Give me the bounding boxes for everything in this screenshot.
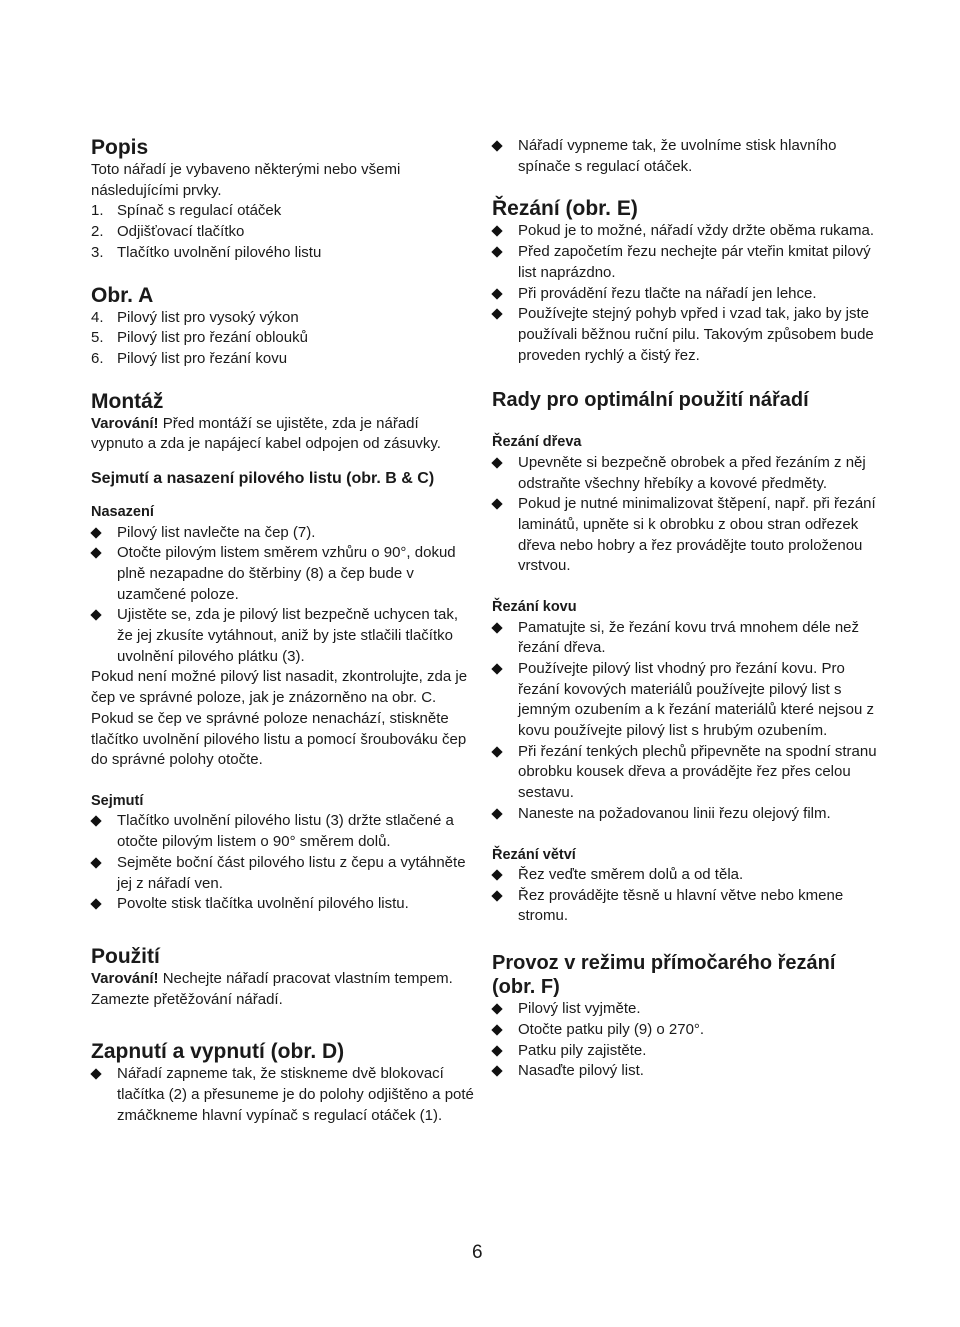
diamond-bullet-icon	[90, 857, 101, 868]
list-item	[91, 328, 475, 349]
diamond-bullet-icon	[90, 610, 101, 621]
item-text: Před započetím řezu nechejte pár vteřin kmitat pilový list naprázdno.	[518, 243, 871, 281]
rezani-dreva-list	[492, 453, 882, 577]
item-number: 5.	[91, 329, 104, 347]
subsection-title-sejmuti-nasazeni: Sejmutí a nasazení pilového listu (obr. B & C)	[91, 470, 435, 488]
right-column	[492, 136, 882, 1082]
section-title-provoz: Provoz v režimu přímočarého řezání (obr. F)	[492, 952, 836, 999]
section-title-montaz: Montáž	[91, 389, 164, 413]
zapnuti-continued-list	[492, 136, 882, 177]
provoz-list	[492, 999, 882, 1082]
item-text: Ujistěte se, zda je pilový list bezpečně uchycen tak, že jej zkusíte vytáhnout, aniž by jste stlačili tlačítko uvolnění pilového plátku (3).	[117, 606, 459, 665]
diamond-bullet-icon	[491, 890, 502, 901]
item-text: Používejte stejný pohyb vpřed i vzad tak, jako by jste používali běžnou ruční pilu. Takovým způsobem bude proveden rychlý a čistý řez.	[518, 305, 874, 364]
nasazeni-note: Pokud není možné pilový list nasadit, zkontrolujte, zda je čep ve správné poloze, jak je znázorněno na obr. C. Pokud se čep ve správné poloze nenachází, stiskněte tlačítko uvolnění pilového listu a pomocí šroubováku čep do správné polohy otočte.	[91, 668, 468, 769]
list-item	[492, 284, 882, 305]
pouziti-warning	[91, 969, 475, 1010]
list-item	[492, 1041, 882, 1062]
diamond-bullet-icon	[491, 622, 502, 633]
list-item	[492, 221, 882, 242]
item-text: Odjišťovací tlačítko	[117, 223, 245, 241]
item-text: Otočte patku pily (9) o 270°.	[518, 1020, 705, 1038]
diamond-bullet-icon	[491, 246, 502, 257]
section-title-rady: Rady pro optimální použití nářadí	[492, 389, 809, 412]
section-title-obr-a: Obr. A	[91, 283, 154, 307]
diamond-bullet-icon	[90, 1069, 101, 1080]
item-text: Naneste na požadovanou linii řezu olejový film.	[518, 804, 831, 822]
list-item	[492, 494, 882, 577]
list-item	[492, 865, 882, 886]
list-item	[91, 605, 475, 667]
list-item	[492, 886, 882, 927]
list-item	[492, 618, 882, 659]
section-title-rezani: Řezání (obr. E)	[492, 197, 638, 221]
item-text: Sejměte boční část pilového listu z čepu a vytáhněte jej z nářadí ven.	[117, 853, 466, 892]
left-column	[91, 136, 475, 1127]
list-item	[492, 659, 882, 742]
item-text: Pilový list pro vysoký výkon	[117, 308, 299, 326]
rezani-kovu-list	[492, 618, 882, 825]
list-item	[492, 804, 882, 825]
list-item	[492, 136, 882, 177]
item-text: Tlačítko uvolnění pilového listu (3) držte stlačené a otočte pilovým listem o 90° směrem dolů.	[117, 812, 454, 851]
popis-intro: Toto nářadí je vybaveno některými nebo všemi následujícími prvky.	[91, 161, 401, 199]
subheading-rezani-kovu: Řezání kovu	[492, 599, 577, 616]
item-text: Pilový list vyjměte.	[518, 1000, 641, 1018]
item-text: Při řezání tenkých plechů připevněte na spodní stranu obrobku kousek dřeva a provádějte řez přes celou sestavu.	[518, 742, 877, 802]
warning-text: Před montáží se ujistěte, zda je nářadí vypnuto a zda je napájecí kabel odpojen od zásuvky.	[91, 414, 441, 453]
subheading-rezani-dreva: Řezání dřeva	[492, 434, 582, 451]
list-item	[492, 1020, 882, 1041]
item-text: Pilový list pro řezání oblouků	[117, 329, 308, 347]
list-item	[91, 243, 475, 264]
item-text: Pilový list navlečte na čep (7).	[117, 523, 316, 541]
list-item	[91, 523, 475, 544]
item-text: Pokud je to možné, nářadí vždy držte oběma rukama.	[518, 222, 875, 240]
item-number: 2.	[91, 223, 104, 241]
rezani-vetvi-list	[492, 865, 882, 927]
list-item	[91, 1064, 475, 1126]
subheading-sejmuti: Sejmutí	[91, 792, 144, 809]
zapnuti-list	[91, 1064, 475, 1126]
item-number: 3.	[91, 243, 104, 261]
montaz-warning	[91, 414, 475, 455]
diamond-bullet-icon	[491, 226, 502, 237]
list-item	[91, 308, 475, 329]
item-number: 1.	[91, 202, 104, 220]
item-text: Otočte pilovým listem směrem vzhůru o 90°, dokud plně nezapadne do štěrbiny (8) a čep bude v uzamčené poloze.	[117, 544, 456, 603]
page-number: 6	[472, 1242, 483, 1263]
diamond-bullet-icon	[90, 899, 101, 910]
diamond-bullet-icon	[90, 527, 101, 538]
subheading-rezani-vetvi: Řezání větví	[492, 846, 576, 863]
diamond-bullet-icon	[491, 1066, 502, 1077]
list-item	[91, 222, 475, 243]
diamond-bullet-icon	[90, 816, 101, 827]
item-text: Nářadí vypneme tak, že uvolníme stisk hlavního spínače s regulací otáček.	[518, 137, 837, 175]
warning-label: Varování!	[91, 969, 159, 987]
subheading-nasazeni: Nasazení	[91, 504, 154, 521]
warning-label: Varování!	[91, 414, 159, 432]
diamond-bullet-icon	[90, 548, 101, 559]
diamond-bullet-icon	[491, 1024, 502, 1035]
item-text: Řez veďte směrem dolů a od těla.	[518, 866, 744, 884]
item-text: Spínač s regulací otáček	[117, 202, 282, 220]
diamond-bullet-icon	[491, 663, 502, 674]
item-text: Používejte pilový list vhodný pro řezání kovu. Pro řezání kovových materiálů používejte pilový list s jemným ozubením a k řezání materiálů které nejsou z kovu používejte pilový list s hrubým ozubením.	[518, 659, 874, 740]
diamond-bullet-icon	[491, 1004, 502, 1015]
list-item	[91, 543, 475, 605]
section-title-pouziti: Použití	[91, 944, 160, 968]
list-item	[91, 349, 475, 370]
list-item	[492, 242, 882, 283]
diamond-bullet-icon	[491, 288, 502, 299]
diamond-bullet-icon	[491, 457, 502, 468]
diamond-bullet-icon	[491, 808, 502, 819]
sejmuti-list	[91, 811, 475, 915]
list-item	[492, 1061, 882, 1082]
list-item	[492, 742, 882, 804]
diamond-bullet-icon	[491, 140, 502, 151]
item-number: 4.	[91, 308, 104, 326]
item-text: Řez provádějte těsně u hlavní větve nebo kmene stromu.	[518, 886, 844, 925]
list-item	[492, 999, 882, 1020]
item-number: 6.	[91, 349, 104, 367]
popis-list	[91, 201, 475, 263]
item-text: Pilový list pro řezání kovu	[117, 349, 288, 367]
list-item	[91, 201, 475, 222]
diamond-bullet-icon	[491, 499, 502, 510]
item-text: Nářadí zapneme tak, že stiskneme dvě blokovací tlačítka (2) a přesuneme je do polohy odjištěno a poté zmáčkneme hlavní vypínač s regulací otáček (1).	[117, 1065, 474, 1124]
list-item	[91, 853, 475, 894]
item-text: Patku pily zajistěte.	[518, 1041, 647, 1059]
rezani-list	[492, 221, 882, 366]
item-text: Při provádění řezu tlačte na nářadí jen lehce.	[518, 284, 817, 302]
item-text: Upevněte si bezpečně obrobek a před řezáním z něj odstraňte všechny hřebíky a kovové předměty.	[518, 453, 866, 492]
obr-a-list	[91, 308, 475, 370]
diamond-bullet-icon	[491, 746, 502, 757]
item-text: Pamatujte si, že řezání kovu trvá mnohem déle než řezání dřeva.	[518, 618, 860, 657]
item-text: Povolte stisk tlačítka uvolnění pilového listu.	[117, 895, 409, 913]
item-text: Pokud je nutné minimalizovat štěpení, např. při řezání laminátů, upněte si k obrobku z obou stran odřezek dřeva nebo hobry a řez provádějte touto proloženou vrstvou.	[518, 495, 876, 575]
nasazeni-list	[91, 523, 475, 668]
diamond-bullet-icon	[491, 869, 502, 880]
item-text: Nasaďte pilový list.	[518, 1062, 644, 1080]
list-item	[492, 453, 882, 494]
section-title-popis: Popis	[91, 136, 149, 159]
list-item	[91, 811, 475, 852]
list-item	[91, 894, 475, 915]
diamond-bullet-icon	[491, 1045, 502, 1056]
section-title-zapnuti: Zapnutí a vypnutí (obr. D)	[91, 1040, 345, 1064]
warning-text: Nechejte nářadí pracovat vlastním tempem. Zamezte přetěžování nářadí.	[91, 969, 453, 1008]
item-text: Tlačítko uvolnění pilového listu	[117, 243, 322, 261]
list-item	[492, 304, 882, 366]
diamond-bullet-icon	[491, 309, 502, 320]
